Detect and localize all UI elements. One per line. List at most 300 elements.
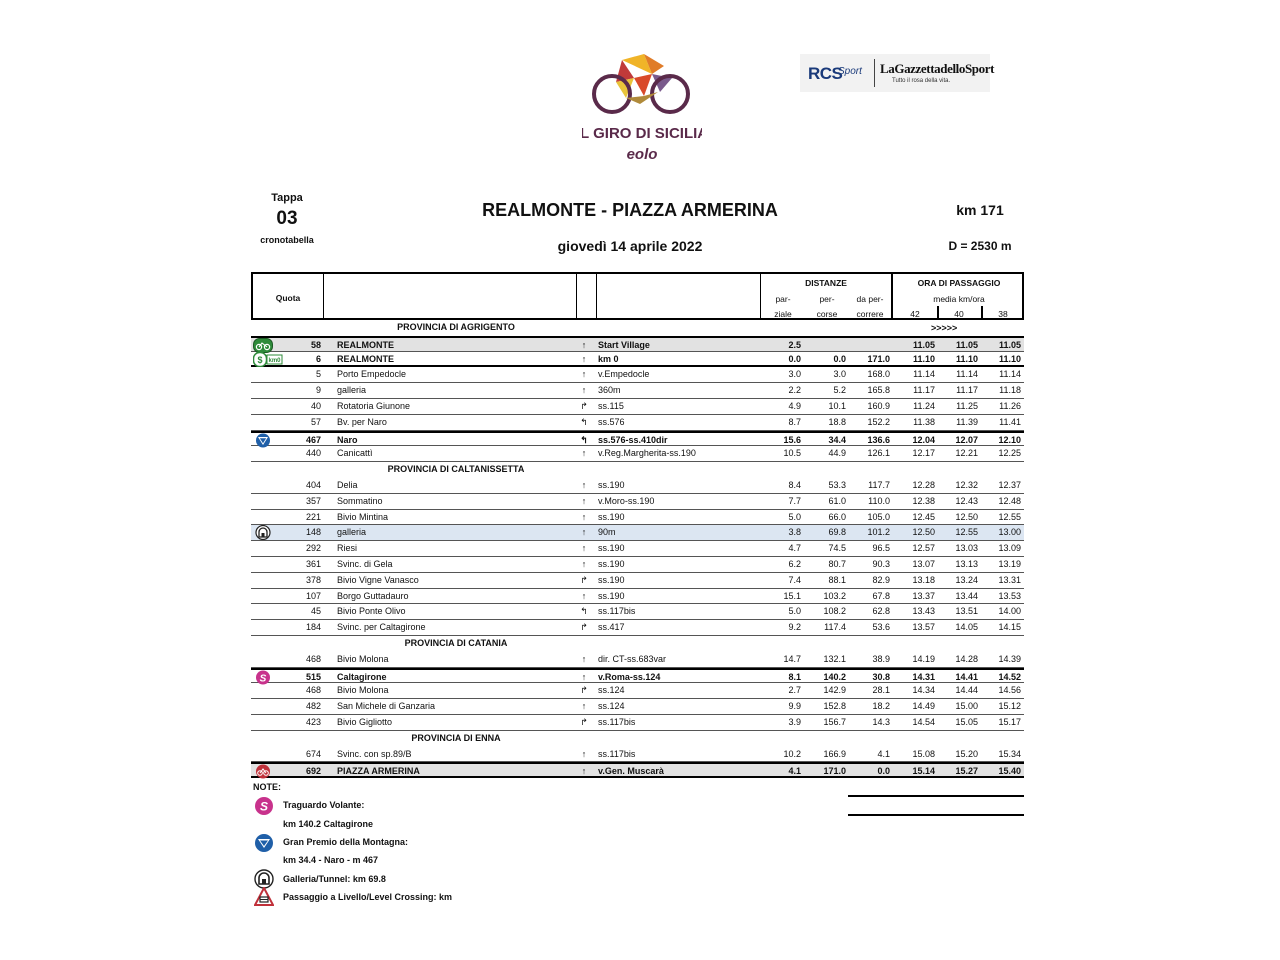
covered-distance-cell: 34.4 xyxy=(828,434,846,445)
note-tv-value: km 140.2 Caltagirone xyxy=(283,819,374,829)
time-42-cell: 14.54 xyxy=(912,716,935,727)
speed-38-header: 38 xyxy=(998,309,1008,319)
covered-distance-cell: 152.8 xyxy=(823,701,846,712)
quota-cell: 6 xyxy=(315,353,321,364)
province-row xyxy=(251,462,1024,478)
quota-cell: 482 xyxy=(305,701,321,712)
covered-distance-cell: 10.1 xyxy=(828,400,846,411)
time-38-cell: 15.34 xyxy=(998,748,1021,759)
gazzetta-text: LaGazzettadelloSport xyxy=(880,61,995,76)
road-cell: v.Moro-ss.190 xyxy=(598,495,655,506)
time-42-cell: 12.57 xyxy=(912,543,935,554)
time-40-cell: 14.28 xyxy=(955,653,978,664)
table-row xyxy=(251,352,1024,368)
remaining-distance-cell: 105.0 xyxy=(867,511,890,522)
time-38-cell: 13.00 xyxy=(998,527,1021,538)
location-cell: Bivio Vigne Vanasco xyxy=(337,574,419,585)
partial-distance-cell: 15.6 xyxy=(783,434,801,445)
direction-arrow-icon: ↑ xyxy=(581,495,587,506)
time-42-cell: 14.49 xyxy=(912,701,935,712)
partial-distance-cell: 8.7 xyxy=(788,416,801,427)
route-date: giovedì 14 aprile 2022 xyxy=(557,238,703,254)
quota-cell: 467 xyxy=(305,434,321,445)
covered-distance-cell: 88.1 xyxy=(828,574,846,585)
road-cell: ss.190 xyxy=(598,574,625,585)
table-row xyxy=(251,699,1024,715)
time-42-cell: 11.17 xyxy=(913,385,935,396)
road-cell: ss.190 xyxy=(598,543,625,554)
time-38-cell: 12.25 xyxy=(998,448,1021,459)
table-row xyxy=(251,715,1024,731)
table-row xyxy=(251,747,1024,763)
tappa-label: Tappa xyxy=(271,192,303,204)
route-distance: km 171 xyxy=(956,202,1004,218)
time-40-cell: 11.14 xyxy=(956,369,978,380)
location-cell: Bv. per Naro xyxy=(337,416,387,427)
remaining-distance-cell: 82.9 xyxy=(872,574,890,585)
location-cell: Svinc. con sp.89/B xyxy=(337,748,412,759)
note-tunnel: Galleria/Tunnel: km 69.8 xyxy=(283,874,386,884)
quota-cell: 9 xyxy=(315,385,321,396)
signature-line xyxy=(848,814,1024,816)
province-row xyxy=(251,636,1024,652)
road-cell: 90m xyxy=(598,527,616,538)
tappa-subtitle: cronotabella xyxy=(260,235,314,245)
time-38-cell: 12.10 xyxy=(998,434,1021,445)
covered-distance-cell: 74.5 xyxy=(828,543,846,554)
time-40-cell: 11.39 xyxy=(956,416,978,427)
partial-distance-cell: 10.5 xyxy=(783,448,801,459)
giro-sponsor-text: eolo xyxy=(626,146,658,163)
quota-cell: 58 xyxy=(310,339,321,350)
svg-text:$: $ xyxy=(257,354,263,365)
road-cell: dir. CT-ss.683var xyxy=(598,653,667,664)
time-38-cell: 12.37 xyxy=(998,479,1021,490)
road-cell: v.Reg.Margherita-ss.190 xyxy=(598,448,696,459)
covered-distance-cell: 142.9 xyxy=(823,685,846,696)
partial-distance-cell: 10.2 xyxy=(783,748,801,759)
row-icon-slot xyxy=(253,683,273,698)
tappa-number: 03 xyxy=(276,208,298,229)
time-42-cell: 12.38 xyxy=(912,495,935,506)
quota-cell: 440 xyxy=(305,448,321,459)
road-cell: ss.576 xyxy=(598,416,625,427)
partial-distance-cell: 7.4 xyxy=(788,574,801,585)
covered-distance-cell: 156.7 xyxy=(823,716,846,727)
table-row xyxy=(251,683,1024,699)
covered-distance-cell: 80.7 xyxy=(828,558,846,569)
covered-distance-cell: 103.2 xyxy=(823,590,846,601)
partial-distance-cell: 3.0 xyxy=(788,369,801,380)
table-row xyxy=(251,541,1024,557)
partial-distance-cell: 8.4 xyxy=(788,479,801,490)
rcs-sport-text: Sport xyxy=(838,66,862,77)
table-row xyxy=(251,494,1024,510)
quota-cell: 57 xyxy=(310,416,321,427)
cronotabella-table xyxy=(251,272,1024,778)
time-38-cell: 13.19 xyxy=(998,558,1021,569)
location-cell: PIAZZA ARMERINA xyxy=(337,766,420,777)
table-row xyxy=(251,510,1024,526)
covered-distance-cell: 18.8 xyxy=(828,416,846,427)
location-cell: galleria xyxy=(337,385,367,396)
time-42-cell: 12.17 xyxy=(912,448,935,459)
remaining-distance-cell: 30.8 xyxy=(872,671,890,682)
time-38-cell: 12.48 xyxy=(998,495,1021,506)
partial-distance-cell: 15.1 xyxy=(783,590,801,601)
table-row xyxy=(251,383,1024,399)
remaining-distance-cell: 126.1 xyxy=(867,448,890,459)
table-row xyxy=(251,762,1024,778)
note-tv-label: Traguardo Volante: xyxy=(283,800,365,810)
distanze-header: DISTANZE xyxy=(805,278,847,288)
road-cell: ss.417 xyxy=(598,622,625,633)
road-cell: 360m xyxy=(598,385,621,396)
location-cell: Naro xyxy=(337,434,358,445)
partial-distance-cell: 9.2 xyxy=(788,622,801,633)
road-cell: ss.190 xyxy=(598,511,625,522)
table-row xyxy=(251,573,1024,589)
time-38-cell: 15.17 xyxy=(998,716,1021,727)
row-icon-slot xyxy=(253,652,273,667)
province-label: PROVINCIA DI AGRIGENTO xyxy=(397,322,515,332)
time-42-cell: 11.05 xyxy=(912,339,935,350)
logo-divider xyxy=(874,59,875,87)
percorrere-header-2: correre xyxy=(856,309,884,319)
remaining-distance-cell: 160.9 xyxy=(867,400,890,411)
time-40-cell: 13.51 xyxy=(955,606,978,617)
location-cell: Svinc. per Caltagirone xyxy=(337,622,426,633)
row-icon-slot xyxy=(253,399,273,414)
table-row xyxy=(251,367,1024,383)
quota-header: Quota xyxy=(275,293,301,303)
row-icon-slot xyxy=(253,573,273,588)
partial-distance-cell: 5.0 xyxy=(788,511,801,522)
time-40-cell: 15.20 xyxy=(955,748,978,759)
route-title: REALMONTE - PIAZZA ARMERINA xyxy=(482,200,778,220)
time-38-cell: 11.10 xyxy=(998,353,1021,364)
level-crossing-icon xyxy=(254,887,274,907)
direction-arrow-icon: ↱ xyxy=(580,685,588,696)
km0-start-icon xyxy=(253,352,281,367)
partial-distance-cell: 3.9 xyxy=(788,716,801,727)
time-40-cell: 15.00 xyxy=(955,701,978,712)
direction-arrow-icon: ↰ xyxy=(580,434,588,445)
remaining-distance-cell: 110.0 xyxy=(868,495,890,506)
time-38-cell: 11.26 xyxy=(999,400,1021,411)
time-40-cell: 12.21 xyxy=(955,448,978,459)
road-cell: ss.190 xyxy=(598,479,625,490)
table-row xyxy=(251,431,1024,447)
covered-distance-cell: 61.0 xyxy=(828,495,846,506)
province-row xyxy=(251,731,1024,747)
time-42-cell: 14.31 xyxy=(912,671,935,682)
location-cell: REALMONTE xyxy=(337,353,394,364)
quota-cell: 404 xyxy=(305,479,321,490)
table-row xyxy=(251,336,1024,352)
time-40-cell: 12.50 xyxy=(955,511,978,522)
row-icon-slot xyxy=(253,620,273,635)
table-row xyxy=(251,525,1024,541)
time-38-cell: 14.39 xyxy=(998,653,1021,664)
road-cell: ss.190 xyxy=(598,558,625,569)
signature-line xyxy=(848,795,1024,797)
partial-distance-cell: 2.7 xyxy=(788,685,801,696)
remaining-distance-cell: 136.6 xyxy=(867,434,890,445)
remaining-distance-cell: 0.0 xyxy=(877,766,890,777)
speed-divider xyxy=(981,306,983,318)
direction-arrow-icon: ↑ xyxy=(581,353,587,364)
partial-distance-cell: 2.2 xyxy=(788,385,801,396)
direction-arrow-icon: ↑ xyxy=(581,653,587,664)
time-38-cell: 14.00 xyxy=(998,606,1021,617)
time-40-cell: 13.24 xyxy=(955,574,978,585)
location-cell: Borgo Guttadauro xyxy=(337,590,409,601)
covered-distance-cell: 140.2 xyxy=(823,671,846,682)
table-row xyxy=(251,478,1024,494)
remaining-distance-cell: 168.0 xyxy=(867,369,890,380)
location-cell: Bivio Ponte Olivo xyxy=(337,606,406,617)
quota-cell: 515 xyxy=(305,671,321,682)
quota-cell: 5 xyxy=(315,369,321,380)
direction-arrow-icon: ↰ xyxy=(580,416,588,427)
partial-distance-cell: 8.1 xyxy=(788,671,801,682)
row-icon-slot xyxy=(253,557,273,572)
direction-arrow-icon: ↑ xyxy=(581,558,587,569)
quota-cell: 357 xyxy=(305,495,321,506)
finish-icon xyxy=(253,764,273,779)
time-38-cell: 14.56 xyxy=(998,685,1021,696)
covered-distance-cell: 132.1 xyxy=(823,653,846,664)
time-40-cell: 14.05 xyxy=(955,622,978,633)
road-cell: ss.124 xyxy=(598,685,625,696)
row-icon-slot xyxy=(253,415,273,430)
table-row xyxy=(251,652,1024,668)
road-cell: Start Village xyxy=(598,339,650,350)
speed-divider xyxy=(937,306,939,318)
location-cell: REALMONTE xyxy=(337,339,394,350)
road-cell: v.Empedocle xyxy=(598,369,650,380)
road-cell: v.Gen. Muscarà xyxy=(598,766,664,777)
partial-distance-cell: 6.2 xyxy=(788,558,801,569)
row-icon-slot xyxy=(253,494,273,509)
time-40-cell: 11.10 xyxy=(955,353,978,364)
time-42-cell: 15.08 xyxy=(912,748,935,759)
time-42-cell: 14.19 xyxy=(912,653,935,664)
direction-arrow-icon: ↑ xyxy=(581,448,587,459)
time-38-cell: 13.09 xyxy=(998,543,1021,554)
row-icon-slot xyxy=(253,446,273,461)
note-gpm-label: Gran Premio della Montagna: xyxy=(283,837,409,847)
time-40-cell: 11.05 xyxy=(955,339,978,350)
svg-text:S: S xyxy=(259,799,269,814)
location-cell: Caltagirone xyxy=(337,671,387,682)
partial-distance-cell: 4.1 xyxy=(788,766,801,777)
time-40-cell: 11.17 xyxy=(956,385,978,396)
time-40-cell: 14.44 xyxy=(955,685,978,696)
time-42-cell: 13.37 xyxy=(912,590,935,601)
sprint-icon xyxy=(254,796,274,816)
remaining-distance-cell: 38.9 xyxy=(872,653,890,664)
location-cell: Bivio Molona xyxy=(337,685,389,696)
row-icon-slot xyxy=(253,747,273,762)
table-row xyxy=(251,415,1024,431)
covered-distance-cell: 5.2 xyxy=(833,385,846,396)
covered-distance-cell: 66.0 xyxy=(828,511,846,522)
quota-cell: 674 xyxy=(305,748,321,759)
time-38-cell: 13.31 xyxy=(998,574,1021,585)
covered-distance-cell: 3.0 xyxy=(833,369,846,380)
table-row xyxy=(251,620,1024,636)
parziale-header-1: par- xyxy=(775,294,791,304)
direction-arrow-icon: ↑ xyxy=(581,766,587,777)
remaining-distance-cell: 101.2 xyxy=(867,527,890,538)
covered-distance-cell: 0.0 xyxy=(833,353,846,364)
giro-logo-text: IL GIRO DI SICILIA xyxy=(582,125,702,142)
row-icon-slot xyxy=(253,589,273,604)
time-42-cell: 12.50 xyxy=(912,527,935,538)
time-42-cell: 15.14 xyxy=(912,766,935,777)
time-38-cell: 15.40 xyxy=(998,766,1021,777)
partial-distance-cell: 7.7 xyxy=(788,495,801,506)
covered-distance-cell: 117.4 xyxy=(824,622,846,633)
time-42-cell: 14.34 xyxy=(912,685,935,696)
quota-cell: 107 xyxy=(305,590,321,601)
location-cell: galleria xyxy=(337,527,367,538)
direction-indicator: >>>>> xyxy=(931,323,958,333)
road-cell: km 0 xyxy=(598,353,619,364)
direction-arrow-icon: ↑ xyxy=(581,511,587,522)
partial-distance-cell: 0.0 xyxy=(788,353,801,364)
row-icon-slot xyxy=(253,699,273,714)
location-cell: Porto Empedocle xyxy=(337,369,407,380)
road-cell: ss.117bis xyxy=(598,606,636,617)
direction-arrow-icon: ↑ xyxy=(581,385,587,396)
direction-arrow-icon: ↱ xyxy=(580,716,588,727)
quota-cell: 468 xyxy=(305,653,321,664)
road-cell: ss.124 xyxy=(598,701,625,712)
quota-cell: 148 xyxy=(305,527,321,538)
direction-arrow-icon: ↑ xyxy=(581,479,587,490)
remaining-distance-cell: 4.1 xyxy=(877,748,890,759)
time-38-cell: 15.12 xyxy=(998,701,1021,712)
province-label: PROVINCIA DI ENNA xyxy=(411,732,501,743)
time-38-cell: 14.52 xyxy=(998,671,1021,682)
partial-distance-cell: 9.9 xyxy=(788,701,801,712)
province-row xyxy=(251,320,1024,336)
direction-arrow-icon: ↱ xyxy=(580,622,588,633)
remaining-distance-cell: 53.6 xyxy=(872,622,890,633)
covered-distance-cell: 171.0 xyxy=(823,766,846,777)
remaining-distance-cell: 152.2 xyxy=(867,416,890,427)
row-icon-slot xyxy=(253,541,273,556)
sprint-icon xyxy=(253,670,273,685)
percorse-header-1: per- xyxy=(819,294,835,304)
table-row xyxy=(251,604,1024,620)
table-row xyxy=(251,446,1024,462)
time-40-cell: 13.13 xyxy=(955,558,978,569)
time-42-cell: 13.07 xyxy=(912,558,935,569)
time-40-cell: 13.03 xyxy=(955,543,978,554)
time-38-cell: 11.18 xyxy=(999,385,1021,396)
quota-cell: 468 xyxy=(305,685,321,696)
location-cell: Bivio Mintina xyxy=(337,511,389,522)
tunnel-icon xyxy=(253,525,273,540)
time-40-cell: 15.05 xyxy=(955,716,978,727)
table-body xyxy=(251,320,1024,778)
quota-cell: 292 xyxy=(305,543,321,554)
parziale-header-2: ziale xyxy=(774,309,792,319)
gpm-icon xyxy=(254,833,274,853)
direction-arrow-icon: ↱ xyxy=(580,400,588,411)
remaining-distance-cell: 90.3 xyxy=(872,558,890,569)
direction-arrow-icon: ↑ xyxy=(581,701,587,712)
percorse-header-2: corse xyxy=(816,309,838,319)
covered-distance-cell: 44.9 xyxy=(828,448,846,459)
remaining-distance-cell: 117.7 xyxy=(868,479,890,490)
remaining-distance-cell: 67.8 xyxy=(872,590,890,601)
notes-title: NOTE: xyxy=(253,782,281,792)
col-divider xyxy=(323,274,324,318)
col-divider xyxy=(596,274,597,318)
speed-40-header: 40 xyxy=(954,309,964,319)
time-40-cell: 12.55 xyxy=(955,527,978,538)
remaining-distance-cell: 96.5 xyxy=(872,543,890,554)
road-cell: ss.576-ss.410dir xyxy=(598,434,668,445)
covered-distance-cell: 166.9 xyxy=(823,748,846,759)
table-row xyxy=(251,399,1024,415)
quota-cell: 423 xyxy=(305,716,321,727)
time-40-cell: 12.32 xyxy=(955,479,978,490)
direction-arrow-icon: ↑ xyxy=(581,590,587,601)
time-40-cell: 14.41 xyxy=(955,671,978,682)
direction-arrow-icon: ↑ xyxy=(581,369,587,380)
road-cell: ss.190 xyxy=(598,590,625,601)
location-cell: Canicattì xyxy=(337,448,373,459)
covered-distance-cell: 69.8 xyxy=(828,527,846,538)
time-38-cell: 11.14 xyxy=(999,369,1021,380)
time-40-cell: 15.27 xyxy=(955,766,978,777)
gazzetta-tagline: Tutto il rosa della vita. xyxy=(892,78,951,84)
note-gpm-value: km 34.4 - Naro - m 467 xyxy=(283,855,379,865)
row-icon-slot xyxy=(253,604,273,619)
quota-cell: 40 xyxy=(310,400,321,411)
partial-distance-cell: 14.7 xyxy=(783,653,801,664)
quota-cell: 184 xyxy=(305,622,321,633)
speed-42-header: 42 xyxy=(910,309,920,319)
time-38-cell: 11.41 xyxy=(999,416,1021,427)
time-42-cell: 13.18 xyxy=(912,574,935,585)
quota-cell: 361 xyxy=(305,558,321,569)
time-42-cell: 12.28 xyxy=(912,479,935,490)
time-42-cell: 12.04 xyxy=(912,434,935,445)
location-cell: Bivio Gigliotto xyxy=(337,716,393,727)
direction-arrow-icon: ↑ xyxy=(581,671,587,682)
quota-cell: 692 xyxy=(305,766,321,777)
note-level-crossing: Passaggio a Livello/Level Crossing: km xyxy=(283,892,453,902)
media-header: media km/ora xyxy=(933,294,985,304)
direction-arrow-icon: ↑ xyxy=(581,527,587,538)
location-cell: Riesi xyxy=(337,543,358,554)
province-label: PROVINCIA DI CATANIA xyxy=(404,637,508,648)
direction-arrow-icon: ↰ xyxy=(580,606,588,617)
time-38-cell: 11.05 xyxy=(998,339,1021,350)
road-cell: ss.115 xyxy=(598,400,624,411)
rcs-gazzetta-logo xyxy=(800,54,995,92)
tunnel-icon xyxy=(254,869,274,889)
table-header xyxy=(251,272,1024,320)
quota-cell: 221 xyxy=(305,511,321,522)
